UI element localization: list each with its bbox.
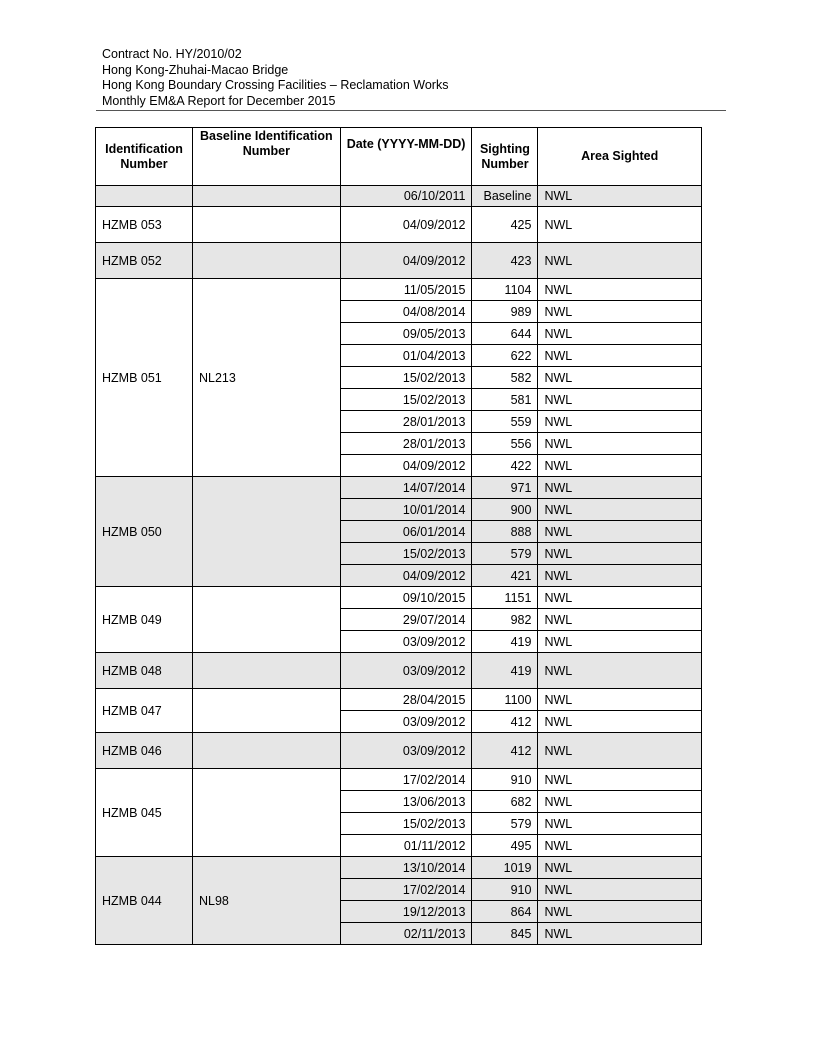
sighting-number-cell: 644 (472, 323, 538, 345)
area-sighted-cell: NWL (538, 345, 702, 367)
sighting-number-cell: 425 (472, 207, 538, 243)
date-cell: 13/06/2013 (340, 791, 472, 813)
sighting-number-cell: 971 (472, 477, 538, 499)
date-cell: 17/02/2014 (340, 879, 472, 901)
area-sighted-cell: NWL (538, 835, 702, 857)
sighting-number-cell: 422 (472, 455, 538, 477)
date-cell: 10/01/2014 (340, 499, 472, 521)
date-cell: 03/09/2012 (340, 733, 472, 769)
baseline-id-cell (192, 769, 340, 857)
date-cell: 03/09/2012 (340, 653, 472, 689)
date-cell: 15/02/2013 (340, 367, 472, 389)
date-cell: 15/02/2013 (340, 543, 472, 565)
date-cell: 06/10/2011 (340, 186, 472, 207)
column-header: Sighting Number (472, 128, 538, 186)
date-cell: 29/07/2014 (340, 609, 472, 631)
area-sighted-cell: NWL (538, 923, 702, 945)
table-body (96, 186, 702, 945)
baseline-id-cell (192, 186, 340, 207)
area-sighted-cell: NWL (538, 433, 702, 455)
area-sighted-cell: NWL (538, 243, 702, 279)
report-title: Monthly EM&A Report for December 2015 (102, 93, 336, 108)
sighting-number-cell: 579 (472, 813, 538, 835)
sighting-number-cell: Baseline (472, 186, 538, 207)
area-sighted-cell: NWL (538, 901, 702, 923)
baseline-id-cell: NL213 (192, 279, 340, 477)
table-row (96, 587, 702, 609)
sighting-number-cell: 421 (472, 565, 538, 587)
date-cell: 09/05/2013 (340, 323, 472, 345)
area-sighted-cell: NWL (538, 689, 702, 711)
area-sighted-cell: NWL (538, 521, 702, 543)
sighting-number-cell: 682 (472, 791, 538, 813)
date-cell: 09/10/2015 (340, 587, 472, 609)
date-cell: 28/01/2013 (340, 411, 472, 433)
baseline-id-cell (192, 689, 340, 733)
area-sighted-cell: NWL (538, 565, 702, 587)
date-cell: 04/09/2012 (340, 243, 472, 279)
area-sighted-cell: NWL (538, 279, 702, 301)
identification-number-cell: HZMB 045 (96, 769, 193, 857)
area-sighted-cell: NWL (538, 477, 702, 499)
date-cell: 04/09/2012 (340, 565, 472, 587)
area-sighted-cell: NWL (538, 857, 702, 879)
header-divider (96, 110, 726, 111)
date-cell: 04/09/2012 (340, 455, 472, 477)
table-row (96, 733, 702, 769)
sighting-number-cell: 1151 (472, 587, 538, 609)
date-cell: 28/01/2013 (340, 433, 472, 455)
date-cell: 28/04/2015 (340, 689, 472, 711)
area-sighted-cell: NWL (538, 587, 702, 609)
area-sighted-cell: NWL (538, 769, 702, 791)
area-sighted-cell: NWL (538, 411, 702, 433)
date-cell: 06/01/2014 (340, 521, 472, 543)
column-header: Identification Number (96, 128, 193, 186)
area-sighted-cell: NWL (538, 631, 702, 653)
baseline-id-cell (192, 733, 340, 769)
baseline-id-cell (192, 587, 340, 653)
table-row (96, 689, 702, 711)
sighting-number-cell: 910 (472, 879, 538, 901)
sighting-number-cell: 864 (472, 901, 538, 923)
sighting-number-cell: 419 (472, 653, 538, 689)
baseline-id-cell: NL98 (192, 857, 340, 945)
area-sighted-cell: NWL (538, 543, 702, 565)
table-row (96, 279, 702, 301)
baseline-id-cell (192, 477, 340, 587)
date-cell: 15/02/2013 (340, 389, 472, 411)
table-row (96, 186, 702, 207)
identification-number-cell: HZMB 047 (96, 689, 193, 733)
table-row (96, 477, 702, 499)
sighting-number-cell: 989 (472, 301, 538, 323)
sightings-table (95, 127, 702, 945)
sighting-number-cell: 419 (472, 631, 538, 653)
date-cell: 15/02/2013 (340, 813, 472, 835)
area-sighted-cell: NWL (538, 499, 702, 521)
area-sighted-cell: NWL (538, 455, 702, 477)
date-cell: 03/09/2012 (340, 631, 472, 653)
date-cell: 01/11/2012 (340, 835, 472, 857)
date-cell: 02/11/2013 (340, 923, 472, 945)
area-sighted-cell: NWL (538, 207, 702, 243)
area-sighted-cell: NWL (538, 733, 702, 769)
sighting-number-cell: 581 (472, 389, 538, 411)
sighting-number-cell: 423 (472, 243, 538, 279)
date-cell: 04/09/2012 (340, 207, 472, 243)
identification-number-cell: HZMB 052 (96, 243, 193, 279)
sighting-number-cell: 1100 (472, 689, 538, 711)
table-row (96, 243, 702, 279)
identification-number-cell: HZMB 044 (96, 857, 193, 945)
date-cell: 14/07/2014 (340, 477, 472, 499)
sighting-number-cell: 888 (472, 521, 538, 543)
identification-number-cell: HZMB 051 (96, 279, 193, 477)
area-sighted-cell: NWL (538, 711, 702, 733)
date-cell: 04/08/2014 (340, 301, 472, 323)
sighting-number-cell: 559 (472, 411, 538, 433)
date-cell: 19/12/2013 (340, 901, 472, 923)
sighting-number-cell: 412 (472, 711, 538, 733)
area-sighted-cell: NWL (538, 879, 702, 901)
area-sighted-cell: NWL (538, 813, 702, 835)
identification-number-cell: HZMB 049 (96, 587, 193, 653)
sighting-number-cell: 622 (472, 345, 538, 367)
area-sighted-cell: NWL (538, 323, 702, 345)
identification-number-cell: HZMB 050 (96, 477, 193, 587)
identification-number-cell: HZMB 053 (96, 207, 193, 243)
date-cell: 17/02/2014 (340, 769, 472, 791)
identification-number-cell (96, 186, 193, 207)
column-header: Date (YYYY-MM-DD) (340, 128, 472, 186)
table-header-row (96, 128, 702, 186)
table-row (96, 207, 702, 243)
works-name: Hong Kong Boundary Crossing Facilities – Reclamation Works (102, 78, 449, 92)
baseline-id-cell (192, 243, 340, 279)
area-sighted-cell: NWL (538, 791, 702, 813)
area-sighted-cell: NWL (538, 389, 702, 411)
area-sighted-cell: NWL (538, 653, 702, 689)
area-sighted-cell: NWL (538, 367, 702, 389)
area-sighted-cell: NWL (538, 186, 702, 207)
sighting-number-cell: 1104 (472, 279, 538, 301)
baseline-id-cell (192, 207, 340, 243)
sighting-number-cell: 495 (472, 835, 538, 857)
sighting-number-cell: 982 (472, 609, 538, 631)
date-cell: 11/05/2015 (340, 279, 472, 301)
project-name: Hong Kong-Zhuhai-Macao Bridge (102, 62, 289, 77)
date-cell: 01/04/2013 (340, 345, 472, 367)
date-cell: 13/10/2014 (340, 857, 472, 879)
baseline-id-cell (192, 653, 340, 689)
date-cell: 03/09/2012 (340, 711, 472, 733)
identification-number-cell: HZMB 046 (96, 733, 193, 769)
sighting-number-cell: 900 (472, 499, 538, 521)
table-row (96, 769, 702, 791)
sighting-number-cell: 412 (472, 733, 538, 769)
table-row (96, 653, 702, 689)
sighting-number-cell: 556 (472, 433, 538, 455)
table-row (96, 857, 702, 879)
contract-number: Contract No. HY/2010/02 (102, 47, 242, 61)
sighting-number-cell: 1019 (472, 857, 538, 879)
sighting-number-cell: 910 (472, 769, 538, 791)
report-header (102, 47, 722, 109)
column-header: Area Sighted (538, 128, 702, 186)
sighting-number-cell: 579 (472, 543, 538, 565)
sighting-number-cell: 845 (472, 923, 538, 945)
column-header: Baseline Identification Number (192, 128, 340, 186)
area-sighted-cell: NWL (538, 301, 702, 323)
sighting-number-cell: 582 (472, 367, 538, 389)
area-sighted-cell: NWL (538, 609, 702, 631)
identification-number-cell: HZMB 048 (96, 653, 193, 689)
